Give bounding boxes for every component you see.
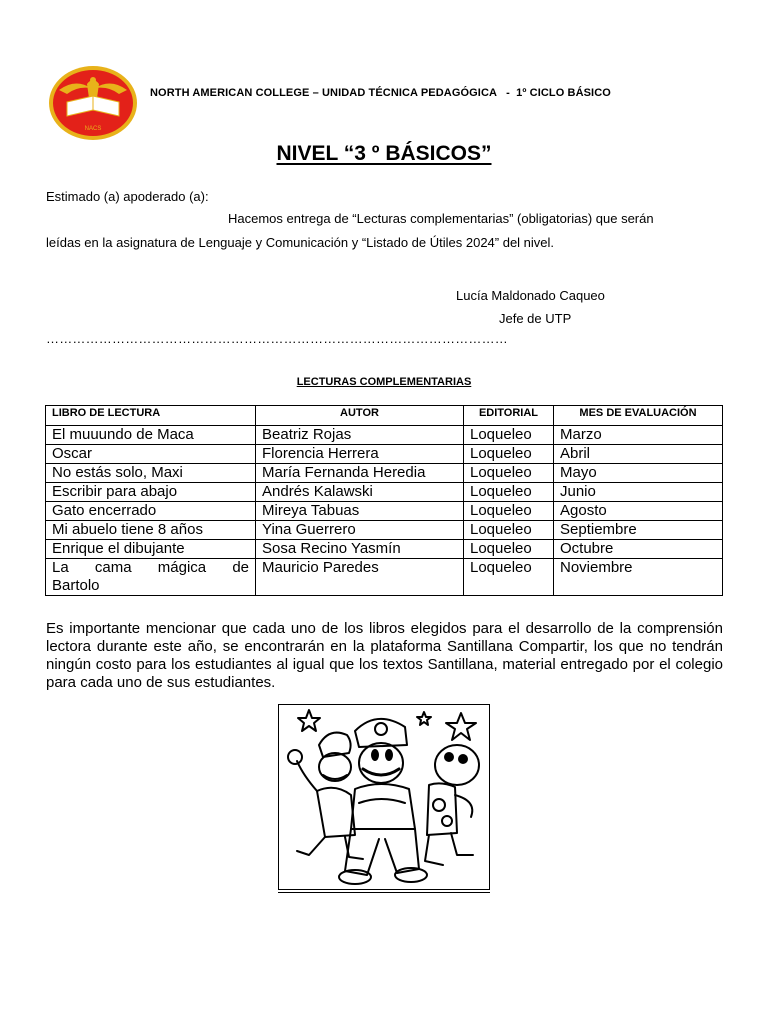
signer-role: Jefe de UTP	[499, 311, 572, 326]
signer-name: Lucía Maldonado Caqueo	[456, 288, 605, 303]
book-publisher: Loqueleo	[464, 521, 554, 540]
image-underline	[278, 892, 490, 893]
letter-body-line-1: Hacemos entrega de “Lecturas complementarias” (obligatorias) que serán	[228, 211, 654, 226]
book-author: Yina Guerrero	[256, 521, 464, 540]
book-month: Mayo	[554, 464, 723, 483]
column-header-publisher: EDITORIAL	[464, 406, 554, 426]
book-title-line-1: La cama mágica de	[52, 559, 249, 576]
table-row	[46, 426, 723, 445]
star-icon	[446, 713, 476, 740]
book-publisher: Loqueleo	[464, 559, 554, 596]
book-title: Gato encerrado	[46, 502, 256, 521]
book-title: El muuundo de Maca	[46, 426, 256, 445]
book-title: Escribir para abajo	[46, 483, 256, 502]
table-header-row	[46, 406, 723, 426]
book-title-line-2: Bartolo	[52, 577, 100, 594]
book-title: No estás solo, Maxi	[46, 464, 256, 483]
table-row	[46, 559, 723, 596]
table-row	[46, 502, 723, 521]
book-title: Enrique el dibujante	[46, 540, 256, 559]
table-row	[46, 483, 723, 502]
book-author: Florencia Herrera	[256, 445, 464, 464]
book-month: Abril	[554, 445, 723, 464]
book-author: Sosa Recino Yasmín	[256, 540, 464, 559]
dotted-separator: ……………………………………………………………………………………………	[46, 331, 508, 346]
note-paragraph: Es importante mencionar que cada uno de los libros elegidos para el desarrollo de la comprensión lectora durante este año, se encontrarán en la plataforma Santillana Compartir, los que no tendrán ningún costo para los estudiantes al igual que los textos Santillana, material entregado por el colegio para cada uno de sus estudiantes.	[46, 620, 723, 691]
salutation: Estimado (a) apoderado (a):	[46, 189, 209, 204]
book-month: Agosto	[554, 502, 723, 521]
column-header-book: LIBRO DE LECTURA	[46, 406, 256, 426]
book-month: Septiembre	[554, 521, 723, 540]
book-publisher: Loqueleo	[464, 464, 554, 483]
table-row	[46, 445, 723, 464]
book-author: Andrés Kalawski	[256, 483, 464, 502]
svg-text:NACS: NACS	[84, 126, 102, 132]
book-title: Mi abuelo tiene 8 años	[46, 521, 256, 540]
book-publisher: Loqueleo	[464, 502, 554, 521]
cartoon-characters-coloring-image	[278, 704, 490, 890]
star-icon	[417, 712, 431, 725]
book-title	[46, 559, 256, 596]
table-row	[46, 521, 723, 540]
book-publisher: Loqueleo	[464, 540, 554, 559]
coloring-drawing	[279, 705, 489, 889]
book-author: Beatriz Rojas	[256, 426, 464, 445]
book-month: Junio	[554, 483, 723, 502]
table-row	[46, 540, 723, 559]
book-publisher: Loqueleo	[464, 426, 554, 445]
book-author: María Fernanda Heredia	[256, 464, 464, 483]
letter-body-line-2: leídas en la asignatura de Lenguaje y Comunicación y “Listado de Útiles 2024” del nivel.	[46, 235, 555, 250]
table-row	[46, 464, 723, 483]
star-icon	[298, 710, 320, 731]
book-month: Noviembre	[554, 559, 723, 596]
book-title: Oscar	[46, 445, 256, 464]
institution-header: NORTH AMERICAN COLLEGE – UNIDAD TÉCNICA PEDAGÓGICA - 1º CICLO BÁSICO	[150, 87, 611, 99]
book-month: Octubre	[554, 540, 723, 559]
book-author: Mauricio Paredes	[256, 559, 464, 596]
school-crest-icon	[47, 64, 139, 142]
readings-title: LECTURAS COMPLEMENTARIAS	[296, 376, 472, 388]
book-author: Mireya Tabuas	[256, 502, 464, 521]
book-month: Marzo	[554, 426, 723, 445]
column-header-author: AUTOR	[256, 406, 464, 426]
book-publisher: Loqueleo	[464, 483, 554, 502]
readings-table	[45, 405, 723, 596]
column-header-month: MES DE EVALUACIÓN	[554, 406, 723, 426]
book-publisher: Loqueleo	[464, 445, 554, 464]
page-title: NIVEL “3 º BÁSICOS”	[276, 142, 492, 165]
